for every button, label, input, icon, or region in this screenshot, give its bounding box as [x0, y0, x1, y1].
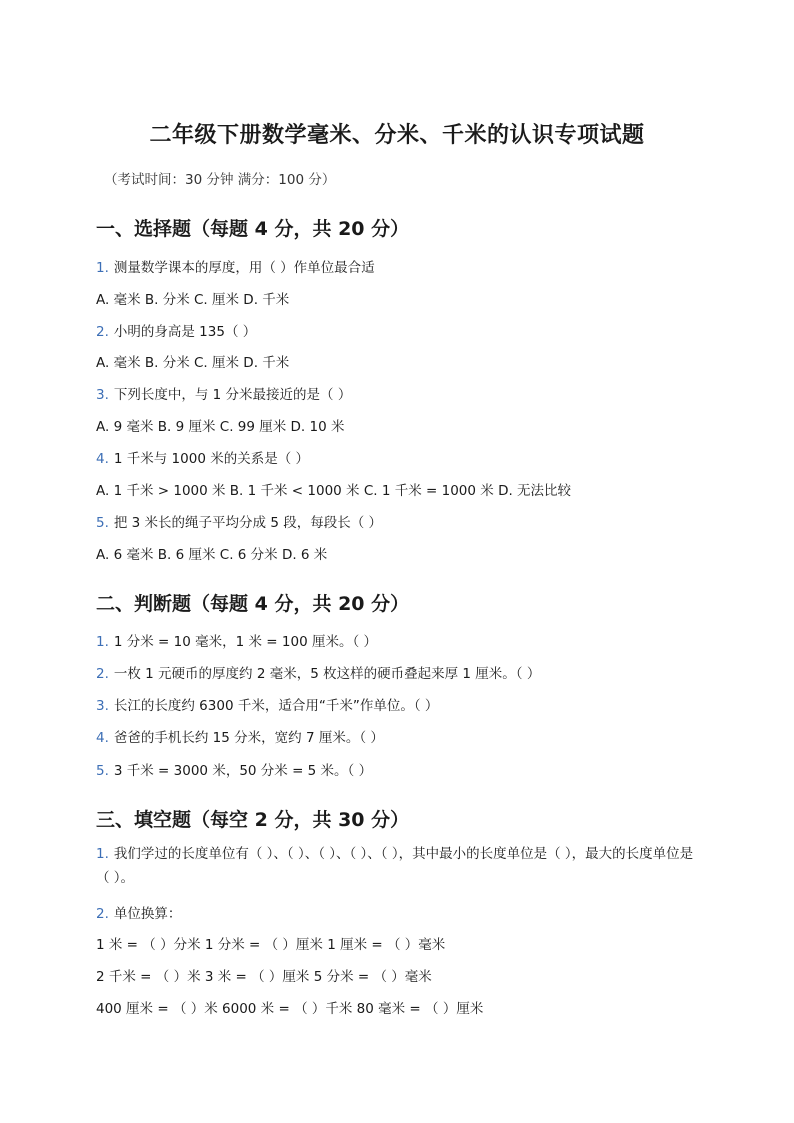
judge-question-1 [96, 630, 377, 650]
choice-question-4 [96, 447, 309, 467]
question-text: 爸爸的手机长约 15 分米，宽约 7 厘米。（ ） [113, 730, 384, 746]
choice-options-1: A. 毫米 B. 分米 C. 厘米 D. 千米 [96, 292, 290, 308]
question-number: 1. [96, 634, 109, 650]
section-fill-title: 三、填空题（每空 2 分，共 30 分） [96, 809, 410, 831]
question-text: 小明的身高是 135（ ） [113, 324, 257, 340]
choice-question-1 [96, 256, 375, 276]
question-number: 5. [96, 763, 109, 779]
conversion-row-3: 400 厘米 = （ ）米 6000 米 = （ ）千米 80 毫米 = （ ）厘米 [96, 1001, 484, 1017]
question-text: 1 分米 = 10 毫米，1 米 = 100 厘米。（ ） [113, 634, 378, 650]
choice-options-2: A. 毫米 B. 分米 C. 厘米 D. 千米 [96, 355, 290, 371]
exam-info: （考试时间：30 分钟 满分：100 分） [104, 172, 336, 188]
choice-question-3 [96, 383, 351, 403]
question-text: 1 千米与 1000 米的关系是（ ） [113, 451, 310, 467]
conversion-row-2: 2 千米 = （ ）米 3 米 = （ ）厘米 5 分米 = （ ）毫米 [96, 969, 432, 985]
question-number: 2. [96, 666, 109, 682]
fill-question-2 [96, 902, 181, 922]
choice-question-5 [96, 511, 382, 531]
question-number: 1. [96, 846, 109, 862]
choice-options-5: A. 6 毫米 B. 6 厘米 C. 6 分米 D. 6 米 [96, 547, 328, 563]
question-text: 长江的长度约 6300 千米，适合用“千米”作单位。（ ） [113, 698, 439, 714]
question-number: 2. [96, 324, 109, 340]
question-text: 测量数学课本的厚度，用（ ）作单位最合适 [113, 260, 375, 276]
question-text: 下列长度中，与 1 分米最接近的是（ ） [113, 387, 352, 403]
question-number: 5. [96, 515, 109, 531]
question-number: 2. [96, 906, 109, 922]
conversion-row-1: 1 米 = （ ）分米 1 分米 = （ ）厘米 1 厘米 = （ ）毫米 [96, 937, 446, 953]
question-number: 4. [96, 730, 109, 746]
question-number: 3. [96, 387, 109, 403]
section-judge-title: 二、判断题（每题 4 分，共 20 分） [96, 593, 410, 615]
question-text: 我们学过的长度单位有（ ）、（ ）、（ ）、（ ）、（ ），其中最小的长度单位是（ ），最大的长度单位是（ ）。 [96, 846, 694, 886]
judge-question-5 [96, 759, 372, 779]
question-text: 一枚 1 元硬币的厚度约 2 毫米，5 枚这样的硬币叠起来厚 1 厘米。（ ） [113, 666, 541, 682]
question-text: 单位换算： [113, 906, 182, 922]
choice-question-2 [96, 320, 256, 340]
question-number: 1. [96, 260, 109, 276]
question-number: 3. [96, 698, 109, 714]
choice-options-3: A. 9 毫米 B. 9 厘米 C. 99 厘米 D. 10 米 [96, 419, 345, 435]
fill-question-1 [96, 842, 696, 890]
section-choice-title: 一、选择题（每题 4 分，共 20 分） [96, 218, 410, 240]
judge-question-2 [96, 662, 540, 682]
choice-options-4: A. 1 千米 > 1000 米 B. 1 千米 < 1000 米 C. 1 千米 = 1000 米 D. 无法比较 [96, 483, 572, 499]
question-number: 4. [96, 451, 109, 467]
judge-question-3 [96, 694, 438, 714]
question-text: 3 千米 = 3000 米，50 分米 = 5 米。（ ） [113, 763, 373, 779]
judge-question-4 [96, 726, 384, 746]
page-title: 二年级下册数学毫米、分米、千米的认识专项试题 [149, 123, 645, 148]
question-text: 把 3 米长的绳子平均分成 5 段，每段长（ ） [113, 515, 383, 531]
